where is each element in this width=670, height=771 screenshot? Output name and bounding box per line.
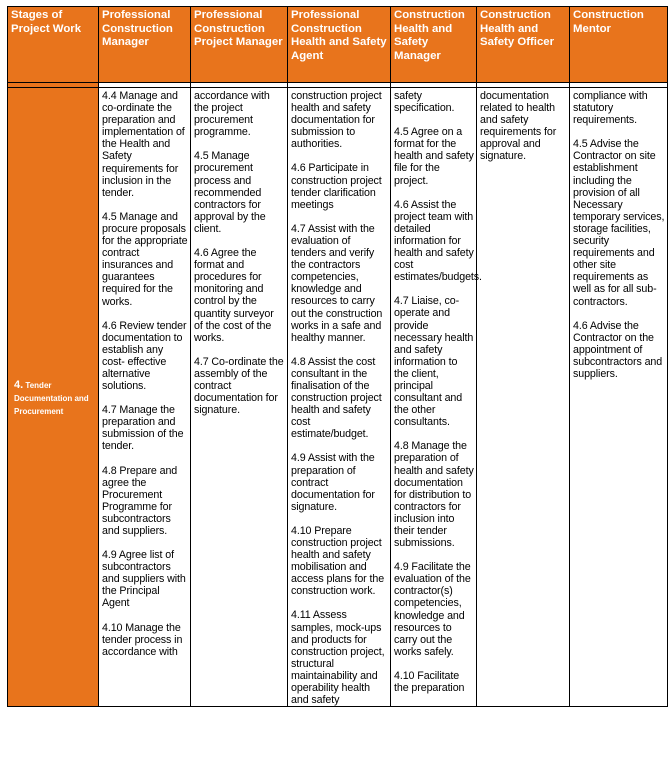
list-item: 4.7 Co-ordinate the assembly of the contract documentation for signature. <box>194 355 284 417</box>
list-item: 4.6 Review tender documentation to establish any cost- effective alternative solutions. <box>102 319 187 393</box>
list-item: 4.7 Liaise, co-operate and provide necessary health and safety information to the client, principal consultant and the other consultants. <box>394 295 474 429</box>
header-mentor: Construction Mentor <box>570 7 668 83</box>
list-item: 4.10 Facilitate the preparation <box>394 669 465 695</box>
stage-cell <box>8 88 99 707</box>
header-health-safety-officer: Construction Health and Safety Officer <box>477 7 570 83</box>
list-item: documentation related to health and safety requirements for approval and signature. <box>480 90 557 163</box>
cell-mentor <box>570 88 668 707</box>
list-item: 4.9 Agree list of subcontractors and suppliers with the Principal Agent <box>102 549 186 610</box>
list-item: 4.8 Manage the preparation of health and safety documentation for distribution to contractors for inclusion into their tender submissions. <box>394 440 474 550</box>
stage-label: Tender Documentation and Procurement <box>14 380 89 416</box>
cell-project-manager <box>191 88 288 707</box>
list-item: 4.6 Participate in construction project tender clarification meetings <box>291 162 382 211</box>
header-stages: Stages of Project Work <box>8 7 99 83</box>
list-item: construction project health and safety documentation for submission to authorities. <box>291 90 382 151</box>
list-item: 4.8 Prepare and agree the Procurement Programme for subcontractors and suppliers. <box>102 464 178 537</box>
list-item: 4.6 Agree the format and procedures for monitoring and control by the quantity surveyor of the cost of the works. <box>194 247 274 344</box>
list-item: 4.10 Manage the tender process in accordance with <box>102 621 183 658</box>
list-item: compliance with statutory requirements. <box>573 90 648 127</box>
list-item: 4.5 Manage and procure proposals for the appropriate contract insurances and guarantees required for the works. <box>102 210 188 308</box>
list-item: accordance with the project procurement programme. <box>194 90 270 139</box>
list-item: 4.4 Manage and co-ordinate the preparation and implementation of the Health and Safety requirements for inclusion in the tender. <box>102 90 185 199</box>
list-item: 4.6 Advise the Contractor on the appointment of subcontractors and suppliers. <box>573 319 663 380</box>
header-construction-manager: Professional Construction Manager <box>99 7 191 83</box>
cell-construction-manager <box>99 88 191 707</box>
list-item: 4.6 Assist the project team with detailed information for health and safety cost estimates/budgets. <box>394 198 482 284</box>
cell-health-safety-officer <box>477 88 570 707</box>
stage-number: 4. <box>14 378 24 391</box>
list-item: 4.5 Manage procurement process and recommended contractors for approval by the client. <box>194 150 266 235</box>
list-item: 4.9 Assist with the preparation of contract documentation for signature. <box>291 452 375 513</box>
list-item: 4.7 Manage the preparation and submission of the tender. <box>102 404 184 453</box>
cell-health-safety-agent <box>288 88 391 707</box>
list-item: 4.10 Prepare construction project health and safety mobilisation and access plans for the construction work. <box>291 524 385 598</box>
list-item: 4.7 Assist with the evaluation of tenders and verify the contractors competencies, knowledge and resources to carry out the construction works in a safe and healthy manner. <box>291 222 383 344</box>
list-item: safety specification. <box>394 90 455 115</box>
header-row <box>8 7 668 83</box>
header-health-safety-agent: Professional Construction Health and Safety Agent <box>288 7 391 83</box>
stages-table <box>7 6 668 707</box>
cell-health-safety-manager <box>391 88 482 707</box>
header-health-safety-manager: Construction Health and Safety Manager <box>391 7 477 83</box>
list-item: 4.5 Advise the Contractor on site establishment including the provision of all Necessary temporary services, storage facilities, security requirements and other site requirements as well as for all sub-contractors. <box>573 138 665 308</box>
header-project-manager: Professional Construction Project Manager <box>191 7 288 83</box>
list-item: 4.11 Assess samples, mock-ups and products for construction project, structural maintainability and operability health and safety <box>291 609 385 707</box>
list-item: 4.5 Agree on a format for the health and safety file for the project. <box>394 126 474 187</box>
list-item: 4.8 Assist the cost consultant in the finalisation of the construction project health and safety cost estimate/budget. <box>291 355 382 441</box>
table-row <box>8 88 668 707</box>
list-item: 4.9 Facilitate the evaluation of the contractor(s) competencies, knowledge and resources to carry out the works safely. <box>394 561 471 658</box>
